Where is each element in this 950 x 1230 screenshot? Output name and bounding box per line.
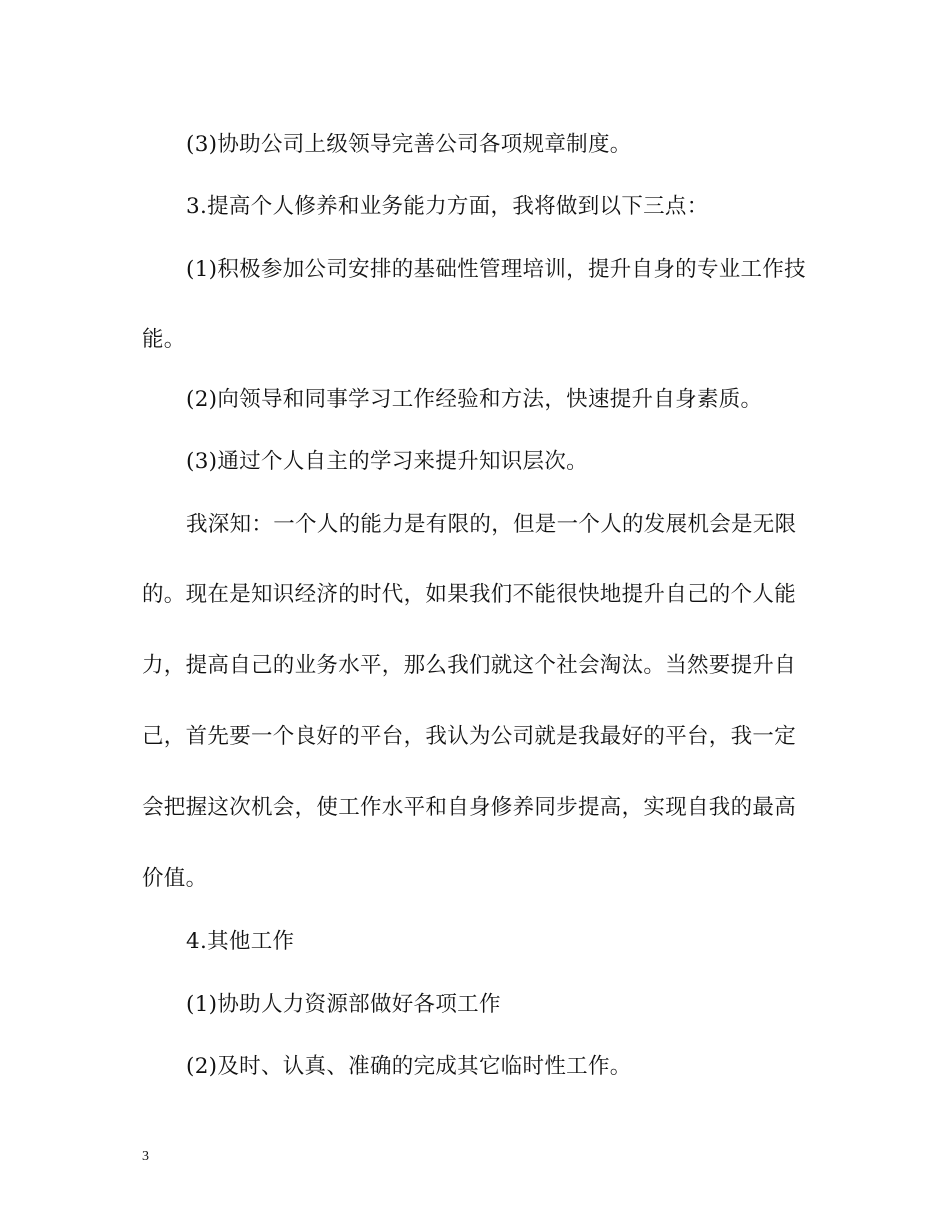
text-line: (1)积极参加公司安排的基础性管理培训，提升自身的专业工作技 bbox=[186, 257, 806, 282]
page-number: 3 bbox=[142, 1149, 149, 1164]
text-line: 己，首先要一个良好的平台，我认为公司就是我最好的平台，我一定 bbox=[142, 724, 797, 749]
text-line: 价值。 bbox=[142, 866, 208, 891]
text-line: (2)及时、认真、准确的完成其它临时性工作。 bbox=[186, 1054, 632, 1079]
text-line: 3.提高个人修养和业务能力方面，我将做到以下三点： bbox=[186, 194, 709, 219]
text-line: 4.其他工作 bbox=[186, 929, 295, 954]
text-line: 的。现在是知识经济的时代，如果我们不能很快地提升自己的个人能 bbox=[142, 582, 797, 607]
text-line: (3)通过个人自主的学习来提升知识层次。 bbox=[186, 449, 588, 474]
text-line: 会把握这次机会，使工作水平和自身修养同步提高，实现自我的最高 bbox=[142, 795, 797, 820]
text-line: (1)协助人力资源部做好各项工作 bbox=[186, 992, 501, 1017]
text-line: (3)协助公司上级领导完善公司各项规章制度。 bbox=[186, 132, 632, 157]
text-line: 力，提高自己的业务水平，那么我们就这个社会淘汰。当然要提升自 bbox=[142, 653, 797, 678]
text-line: (2)向领导和同事学习工作经验和方法，快速提升自身素质。 bbox=[186, 387, 763, 412]
text-line: 能。 bbox=[142, 327, 186, 352]
text-line: 我深知：一个人的能力是有限的，但是一个人的发展机会是无限 bbox=[186, 512, 797, 537]
